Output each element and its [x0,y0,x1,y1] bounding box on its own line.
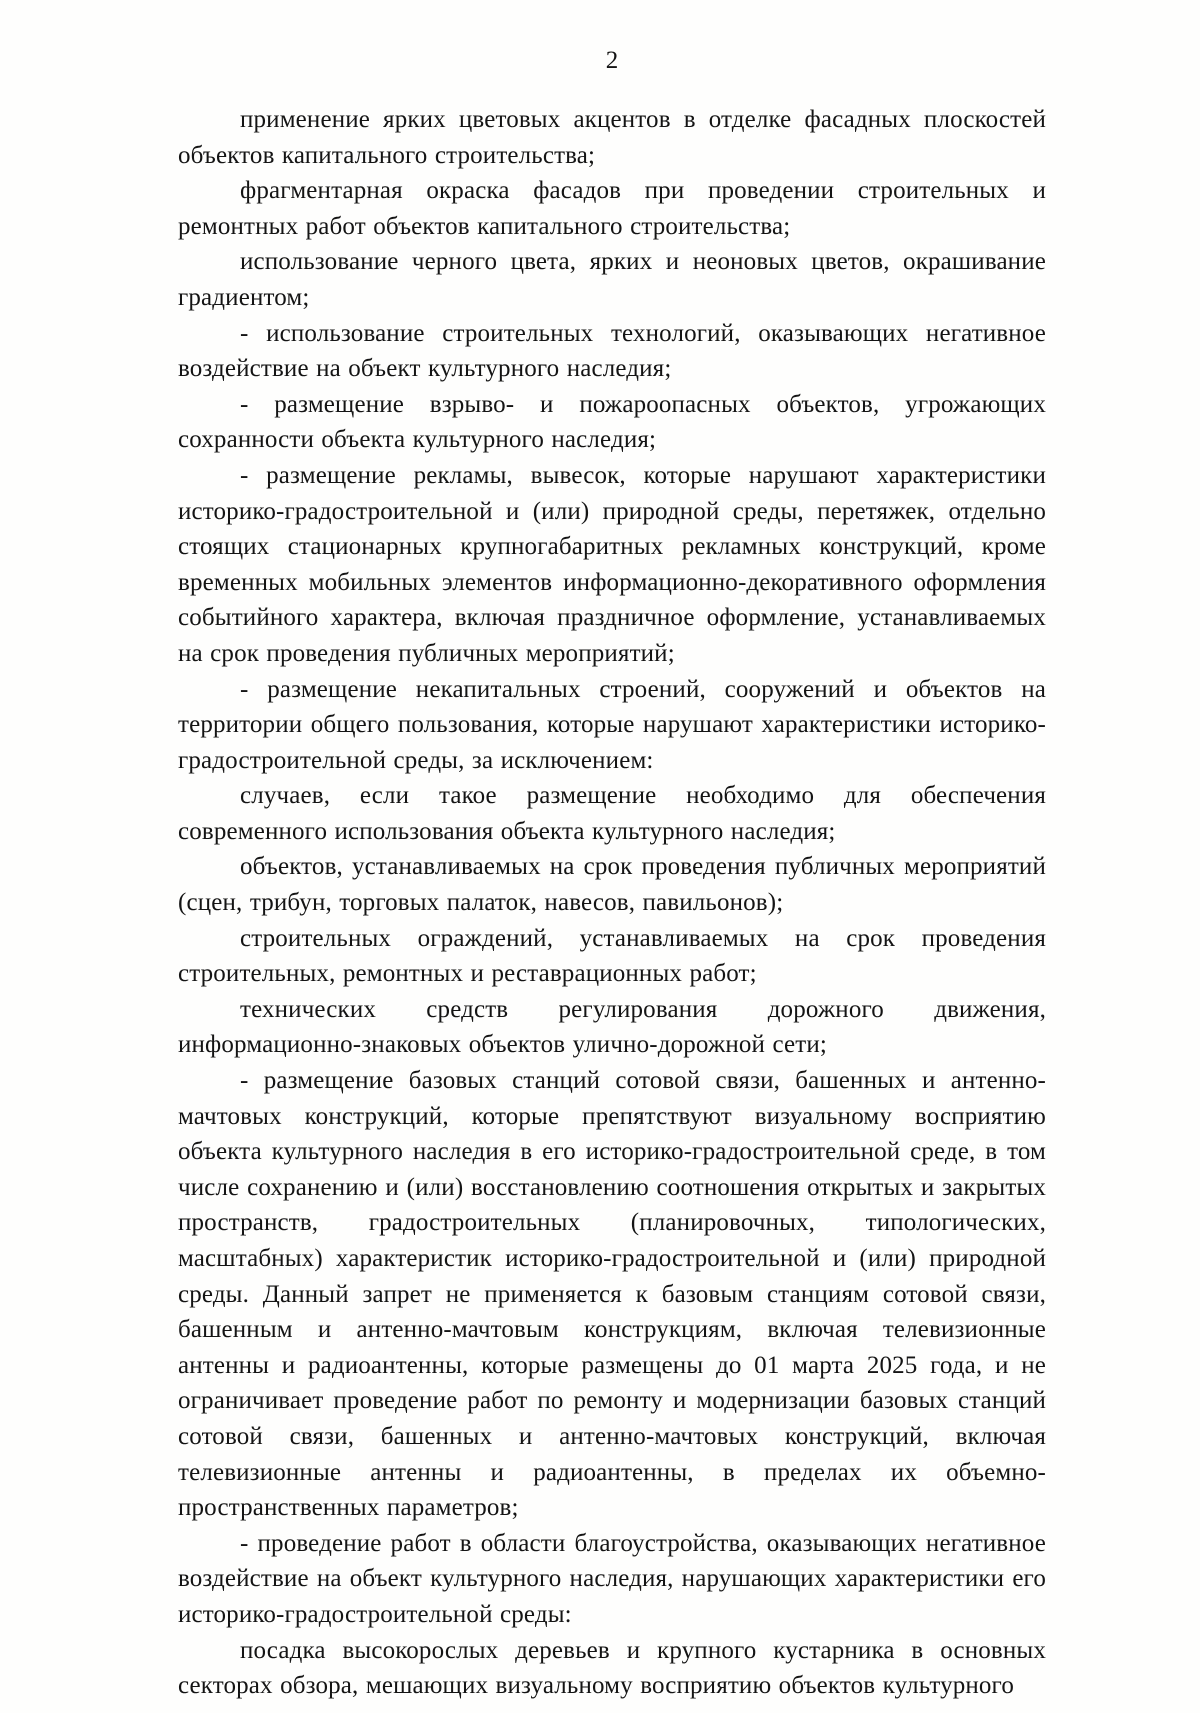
paragraph: - размещение взрыво- и пожароопасных объектов, угрожающих сохранности объекта культурного наследия; [178,390,1046,454]
paragraph: случаев, если такое размещение необходимо для обеспечения современного использования объекта культурного наследия; [178,782,1046,845]
paragraph: - размещение рекламы, вывесок, которые нарушают характеристики историко-градостроительной и (или) природной среды, перетяжек, отдельно стоящих стационарных крупногабаритных рекламных конструкций, кроме временных мобильных элементов информационно-декоративного оформления событийного характера, включая праздничное оформление, устанавливаемых на срок проведения публичных мероприятий; [178,461,1046,667]
document-body [178,102,1046,1704]
paragraph: - размещение некапитальных строений, сооружений и объектов на территории общего пользования, которые нарушают характеристики историко-градостроительной среды, за исключением: [178,675,1046,774]
paragraph: фрагментарная окраска фасадов при проведении строительных и ремонтных работ объектов капитального строительства; [178,177,1046,240]
paragraph: технических средств регулирования дорожного движения, информационно-знаковых объектов улично-дорожной сети; [178,995,1046,1059]
paragraph: посадка высокорослых деревьев и крупного кустарника в основных секторах обзора, мешающих визуальному восприятию объектов культурного [178,1636,1046,1700]
paragraph: строительных ограждений, устанавливаемых на срок проведения строительных, ремонтных и реставрационных работ; [178,924,1046,988]
paragraph: - проведение работ в области благоустройства, оказывающих негативное воздействие на объект культурного наследия, нарушающих характеристики его историко-градостроительной среды: [178,1529,1046,1628]
page-number: 2 [605,47,619,74]
paragraph: использование черного цвета, ярких и неоновых цветов, окрашивание градиентом; [178,248,1046,311]
paragraph: - размещение базовых станций сотовой связи, башенных и антенно-мачтовых конструкций, которые препятствуют визуальному восприятию объекта культурного наследия в его историко-градостроительной среде, в том числе сохранению и (или) восстановлению соотношения открытых и закрытых пространств, градостроительных (планировочных, типологических, масштабных) характеристик историко-градостроительной и (или) природной среды. Данный запрет не применяется к базовым станциям сотовой связи, башенным и антенно-мачтовым конструкциям, включая телевизионные антенны и радиоантенны, которые размещены до 01 марта 2025 года, и не ограничивает проведение работ по ремонту и модернизации базовых станций сотовой связи, башенных и антенно-мачтовых конструкций, включая телевизионные антенны и радиоантенны, в пределах их объемно-пространственных параметров; [178,1067,1046,1522]
paragraph: - использование строительных технологий, оказывающих негативное воздействие на объект культурного наследия; [178,319,1046,383]
paragraph: применение ярких цветовых акцентов в отделке фасадных плоскостей объектов капитального строительства; [178,106,1046,169]
paragraph: объектов, устанавливаемых на срок проведения публичных мероприятий (сцен, трибун, торговых палаток, навесов, павильонов); [178,853,1046,917]
